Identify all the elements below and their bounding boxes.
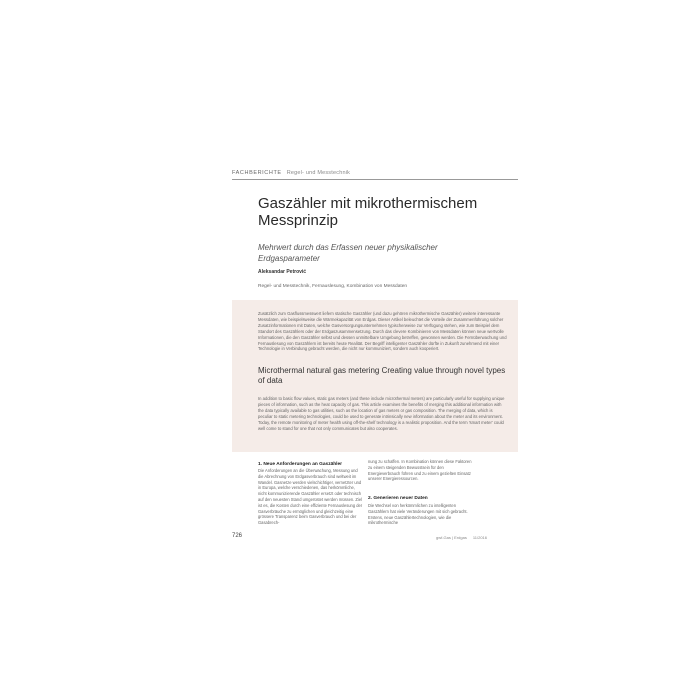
article-subtitle: Mehrwert durch das Erfassen neuer physikalischer Erdgasparameter <box>258 243 438 263</box>
abstract-english: In addition to basic flow values, static gas meters (and these include microthermal meters) are particularly useful for supplying unique pieces of information, such as the heat capacity of gas. This article examines the benefits of merging this additional information with the data typically available to gas utilities, such as the location of gas meters or gas composition. The merging of data, which is peculiar to static metering technologies, could be used to generate intrinsically new information about the meter and its environment. Today, the remote monitoring of meter health using off-the-shelf technology is a realistic proposition. And the term 'smart meter' could well come to stand for one that not only communicates but also cooperates. <box>258 396 505 431</box>
section1-text: Die Anforderungen an die Überwachung, Messung und die Abrechnung von Erdgasverbrauch sind weltweit im Wandel. Gasnetze werden vielschichtiger, vernetzter und in Europa, welche verschiedenen, das herkömmliche, nicht kommunizierende Gaszähler ersetzt oder technisch auf den neuesten Stand umgerüstet werden müssen. Ziel ist es, die Kosten durch eine effiziente Fernauslesung der Gasverbräuche zu ermöglichen und gleichzeitig eine grössere Transparenz beim Gasverbrauch und bei der Gasabrech- <box>258 468 363 526</box>
section2-text: Die Wechsel von herkömmlichen zu intelligenten Gaszählern hat viele Veränderungen mit sich gebracht. Erstens, neue Gaszählertechnologien, wie die mikrothermische <box>368 503 468 526</box>
section-label: FACHBERICHTE <box>232 170 282 176</box>
column2-text: nung zu schaffen. In Kombination können diese Faktoren zu einem steigenden Bewusstsein für den Energieverbrauch führen und zu einem gezielten Einsatz unserer Energieressourcen. <box>368 459 472 482</box>
journal-footer <box>430 535 487 540</box>
journal-name: gwf-Gas | Erdgas <box>436 535 467 540</box>
article-author: Aleksandar Petrović <box>258 269 307 275</box>
subsection-label: Regel- und Messtechnik <box>286 170 351 176</box>
section2-heading: 2. Generieren neuer Daten <box>368 496 428 501</box>
english-title: Microthermal natural gas metering Creating value through novel types of data <box>258 366 506 385</box>
header-divider <box>232 179 518 180</box>
section1-heading: 1. Neue Anforderungen an Gaszähler <box>258 462 343 467</box>
journal-issue: 11/2016 <box>472 535 487 540</box>
abstract-german: Zusätzlich zum Gasflussmesswert liefern statische Gaszähler (und dazu gehören mikrothermische Gaszähler) weitere interessante Messdaten, wie beispielsweise die Wärmekapazität von Erdgas. Dieser Artikel beleuchtet die Vorteile der Zusammenführung solcher Zusatzinformationen mit Daten, welche Gasversorgungsunternehmen typischerweise zur Verfügung stehen, wie zum Beispiel dem Standort des Gaszählers oder der Erdgaszusammensetzung. Durch das clevere Kombinieren von Messdaten können neue wertvolle Informationen, die den Gaszähler selbst und dessen unmittelbare Umgebung betreffen, gewonnen werden. Die Fernüberwachung und Fernauslesung von Gaszählern ist bereits heute Realität. Der Begriff intelligenter Gaszähler dürfte in Zukunft zunehmend mit einer Technologie in Verbindung gebracht werden, die nicht nur kommuniziert, sondern auch kooperiert. <box>258 311 507 352</box>
section-header <box>232 170 350 176</box>
article-title: Gaszähler mit mikrothermischem Messprinzip <box>258 195 478 229</box>
article-keywords: Regel- und Messtechnik, Fernauslesung, Kombination von Messdaten <box>258 284 408 289</box>
page-number: 726 <box>232 533 243 539</box>
